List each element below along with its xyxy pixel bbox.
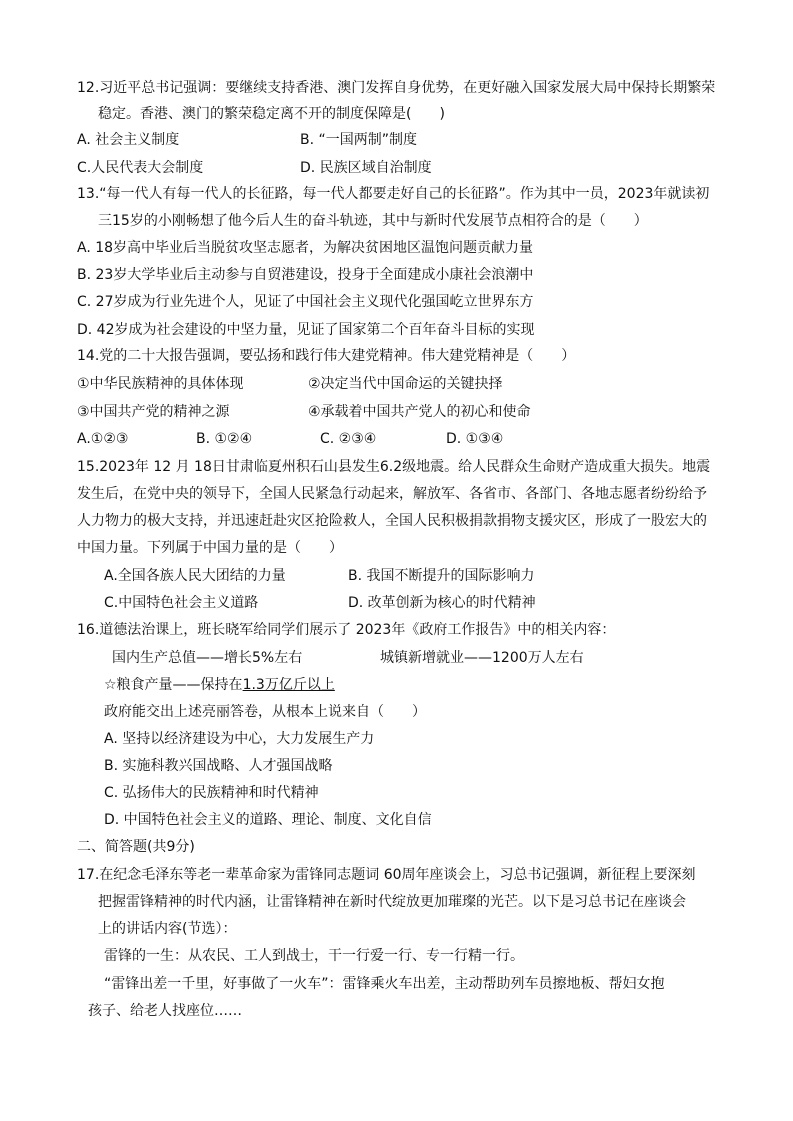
q12-option-d: D. 民族区域自治制度 (300, 160, 432, 176)
q13-option-a: A. 18岁高中毕业后当脱贫攻坚志愿者，为解决贫困地区温饱问题贡献力量 (77, 240, 534, 256)
section-title-short-answer: 二、简答题(共9分) (77, 839, 195, 855)
q16-option-b: B. 实施科教兴国战略、人才强国战略 (104, 758, 333, 774)
q17-material-line-3: 孩子、给老人找座位…… (88, 1003, 242, 1019)
q16-stem-line-2: 政府能交出上述亮丽答卷，从根本上说来自（ ） (104, 704, 426, 720)
q15-stem-line-1: 15.2023年 12 月 18日甘肃临夏州积石山县发生6.2级地震。给人民群众生命财产造成重大损失。地震 (77, 459, 711, 475)
q14-option-d: D. ①③④ (446, 431, 504, 447)
q12-stem-line-1: 12.习近平总书记强调：要继续支持香港、澳门发挥自身优势，在更好融入国家发展大局中保持长期繁荣 (77, 80, 716, 96)
q17-material-line-2: “雷锋出差一千里，好事做了一火车”：雷锋乘火车出差，主动帮助列车员擦地板、帮妇女抱 (104, 976, 665, 992)
q16-option-a: A. 坚持以经济建设为中心，大力发展生产力 (104, 731, 375, 747)
q12-option-c: C.人民代表大会制度 (77, 160, 204, 176)
q14-option-c: C. ②③④ (320, 431, 377, 447)
q14-stem: 14.党的二十大报告强调，要弘扬和践行伟大建党精神。伟大建党精神是（ ） (77, 348, 576, 364)
q16-gdp-target: 国内生产总值——增长5%左右 (112, 650, 303, 666)
q13-option-b: B. 23岁大学毕业后主动参与自贸港建设，投身于全面建成小康社会浪潮中 (77, 267, 534, 283)
q15-stem-line-4: 中国力量。下列属于中国力量的是（ ） (77, 540, 343, 556)
q14-item-3: ③中国共产党的精神之源 (77, 404, 230, 420)
q15-option-b: B. 我国不断提升的国际影响力 (348, 568, 535, 584)
q16-option-d: D. 中国特色社会主义的道路、理论、制度、文化自信 (104, 812, 432, 828)
q16-grain-target (104, 675, 335, 695)
q13-stem-line-2: 三15岁的小刚畅想了他今后人生的奋斗轨迹，其中与新时代发展节点相符合的是（ ） (98, 213, 648, 229)
q17-stem-line-2: 把握雷锋精神的时代内涵，让雷锋精神在新时代绽放更加璀璨的光芒。以下是习总书记在座谈会 (98, 894, 686, 910)
q13-option-d: D. 42岁成为社会建设的中坚力量，见证了国家第二个百年奋斗目标的实现 (77, 322, 535, 338)
q16-grain-prefix: ☆粮食产量——保持在 (104, 677, 243, 693)
q15-option-c: C.中国特色社会主义道路 (104, 595, 259, 611)
q12-stem-line-2: 稳定。香港、澳门的繁荣稳定离不开的制度保障是( ) (98, 106, 445, 122)
q17-stem-line-3: 上的讲话内容(节选）： (98, 921, 237, 937)
q13-stem-line-1: 13.“每一代人有每一代人的长征路，每一代人都要走好自己的长征路”。作为其中一员，2023年就读初 (77, 186, 710, 202)
q16-option-c: C. 弘扬伟大的民族精神和时代精神 (104, 785, 319, 801)
q17-stem-line-1: 17.在纪念毛泽东等老一辈革命家为雷锋同志题词 60周年座谈会上，习总书记强调，新征程上要深刻 (77, 867, 696, 883)
q14-option-b: B. ①②④ (196, 431, 253, 447)
q16-jobs-target: 城镇新增就业——1200万人左右 (380, 650, 584, 666)
q14-item-2: ②决定当代中国命运的关键抉择 (308, 376, 503, 392)
q12-option-a: A. 社会主义制度 (77, 132, 180, 148)
q15-option-a: A.全国各族人民大团结的力量 (104, 568, 286, 584)
q15-option-d: D. 改革创新为核心的时代精神 (348, 595, 536, 611)
q13-option-c: C. 27岁成为行业先进个人，见证了中国社会主义现代化强国屹立世界东方 (77, 294, 534, 310)
q16-grain-value: 1.3万亿斤以上 (242, 677, 335, 693)
q15-stem-line-2: 发生后，在党中央的领导下，全国人民紧急行动起来，解放军、各省市、各部门、各地志愿者纷纷给予 (77, 486, 707, 502)
q14-item-4: ④承载着中国共产党人的初心和使命 (308, 404, 531, 420)
q16-stem-line-1: 16.道德法治课上，班长晓军给同学们展示了 2023年《政府工作报告》中的相关内容： (77, 622, 616, 638)
q14-item-1: ①中华民族精神的具体体现 (77, 376, 244, 392)
q12-option-b: B. “一国两制”制度 (300, 132, 418, 148)
q14-option-a: A.①②③ (77, 431, 129, 447)
q15-stem-line-3: 人力物力的极大支持，并迅速赶赴灾区抢险救人，全国人民积极捐款捐物支援灾区，形成了一股宏大的 (77, 513, 707, 529)
q17-material-line-1: 雷锋的一生：从农民、工人到战士，干一行爱一行、专一行精一行。 (104, 948, 524, 964)
